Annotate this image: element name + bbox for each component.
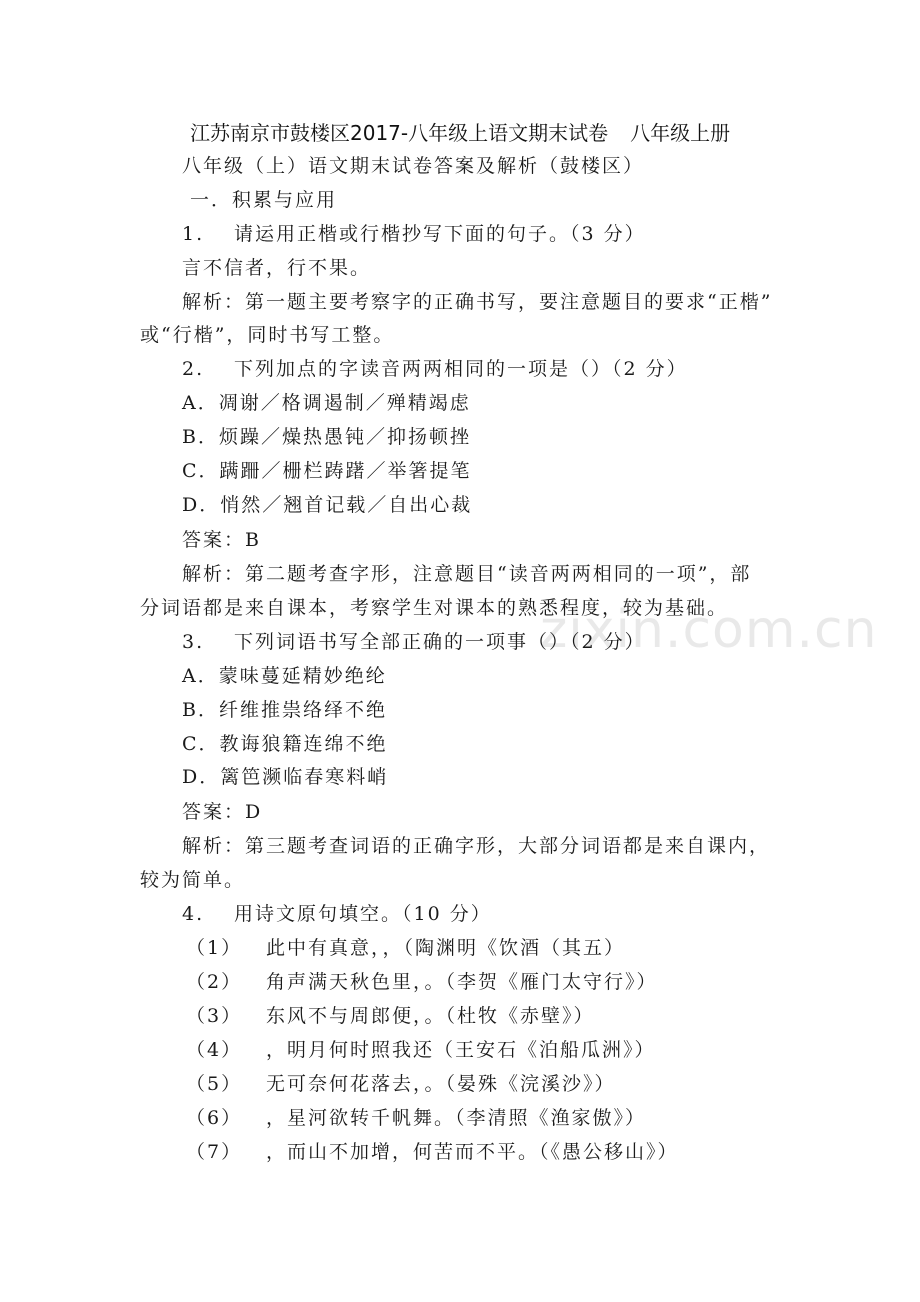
option-a: A．蒙味蔓延精妙绝纶 xyxy=(182,665,387,687)
sub-question-4 xyxy=(186,1038,656,1062)
sub-question-number: （5） xyxy=(186,1073,243,1095)
sub-question-2 xyxy=(186,970,658,994)
sub-question-5 xyxy=(186,1072,616,1096)
sub-question-number: （4） xyxy=(186,1039,243,1061)
question-3 xyxy=(182,630,646,654)
sub-question-text: ，星河欲转千帆舞。（李清照《渔家傲》） xyxy=(266,1107,647,1129)
sub-question-number: （7） xyxy=(186,1141,243,1163)
title-sub: 八年级上册 xyxy=(630,121,731,145)
title-main: 江苏南京市鼓楼区2017-八年级上语文期末试卷 xyxy=(190,121,609,145)
analysis-text-cont: 分词语都是来自课本，考察学生对课本的熟悉程度，较为基础。 xyxy=(140,597,729,619)
watermark: zixin.com.cn xyxy=(540,600,878,660)
analysis-text-cont: 较为简单。 xyxy=(140,869,246,891)
sub-question-text: ，而山不加增，何苦而不平。（《愚公移山》） xyxy=(266,1141,679,1163)
question-number: 1. xyxy=(182,223,205,245)
sub-question-number: （3） xyxy=(186,1005,243,1027)
sub-question-text: 无可奈何花落去，。（晏殊《浣溪沙》） xyxy=(266,1073,616,1095)
sub-question-3 xyxy=(186,1004,595,1028)
option-c: C．教诲狼籍连绵不绝 xyxy=(182,733,388,755)
question-text: 下列词语书写全部正确的一项事（）（2 分） xyxy=(234,631,646,653)
subtitle: 八年级（上）语文期末试卷答案及解析（鼓楼区） xyxy=(182,155,645,177)
question-text: 请运用正楷或行楷抄写下面的句子。（3 分） xyxy=(234,223,646,245)
sub-question-7 xyxy=(186,1140,679,1164)
analysis-text: 解析：第二题考查字形，注意题目“读音两两相同的一项”，部 xyxy=(182,563,752,585)
question-2 xyxy=(182,357,688,381)
document-title xyxy=(190,120,730,146)
answer-label: 答案：D xyxy=(182,801,263,823)
question-text: 下列加点的字读音两两相同的一项是（）（2 分） xyxy=(234,358,688,380)
option-d: D．悄然／翘首记载／自出心裁 xyxy=(182,494,473,516)
sub-question-text: 东风不与周郎便，。（杜牧《赤壁》） xyxy=(266,1005,595,1027)
option-d: D．篱笆濒临春寒料峭 xyxy=(182,766,389,788)
sub-question-text: ，明月何时照我还（王安石《泊船瓜洲》） xyxy=(266,1039,656,1061)
question-number: 4. xyxy=(182,903,205,925)
sub-question-number: （2） xyxy=(186,971,243,993)
question-number: 3. xyxy=(182,631,205,653)
sub-question-6 xyxy=(186,1106,646,1130)
analysis-text: 解析：第三题考查词语的正确字形，大部分词语都是来自课内， xyxy=(182,835,771,857)
sub-question-number: （6） xyxy=(186,1107,243,1129)
question-1 xyxy=(182,222,646,246)
sub-question-1 xyxy=(186,936,625,960)
answer-text: 言不信者，行不果。 xyxy=(182,257,372,279)
option-a: A．凋谢／格调遏制／殚精竭虑 xyxy=(182,392,471,414)
analysis-text-cont: 或“行楷”，同时书写工整。 xyxy=(140,324,395,346)
option-b: B．纤维推祟络绎不绝 xyxy=(182,699,387,721)
analysis-text: 解析：第一题主要考察字的正确书写，要注意题目的要求“正楷” xyxy=(182,291,773,313)
option-c: C．蹒跚／栅栏踌躇／举箸提笔 xyxy=(182,460,472,482)
sub-question-text: 角声满天秋色里，。（李贺《雁门太守行》） xyxy=(266,971,658,993)
question-number: 2. xyxy=(182,358,205,380)
sub-question-text: 此中有真意，，（陶渊明《饮酒（其五） xyxy=(266,937,626,959)
sub-question-number: （1） xyxy=(186,937,243,959)
question-4 xyxy=(182,902,492,926)
answer-label: 答案：B xyxy=(182,529,261,551)
option-b: B．烦躁／燥热愚钝／抑扬顿挫 xyxy=(182,426,471,448)
question-text: 用诗文原句填空。（10 分） xyxy=(234,903,492,925)
section-heading: 一．积累与应用 xyxy=(190,189,338,211)
